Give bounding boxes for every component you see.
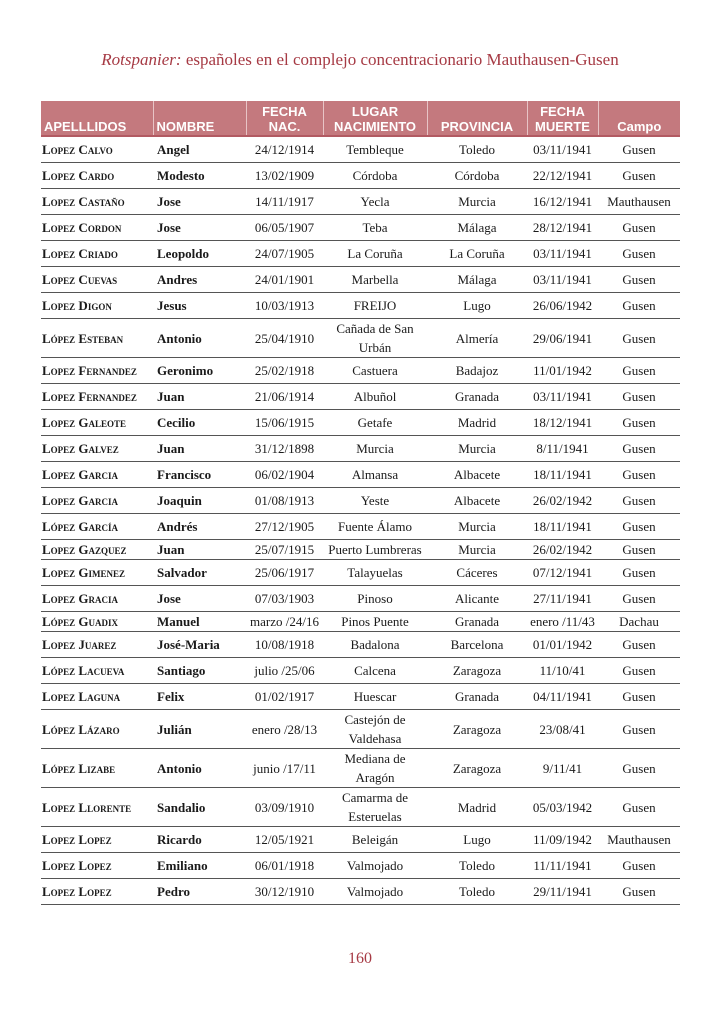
- birthplace-cell: Albuñol: [323, 384, 427, 410]
- first-name-cell: Julián: [153, 710, 246, 749]
- camp-cell: Gusen: [598, 879, 680, 905]
- birth-date-cell: 21/06/1914: [246, 384, 323, 410]
- table-body: [41, 136, 680, 905]
- province-cell: Murcia: [427, 436, 527, 462]
- surname-cell: Lopez Gracia: [41, 586, 153, 612]
- table-row: [41, 163, 680, 189]
- first-name-cell: Juan: [153, 436, 246, 462]
- table-row: [41, 267, 680, 293]
- header-lugar-nacimiento: LUGAR NACIMIENTO: [323, 101, 427, 136]
- table-header-row: [41, 101, 680, 136]
- death-date-cell: 03/11/1941: [527, 136, 598, 163]
- surname-cell: Lopez Gazquez: [41, 540, 153, 560]
- province-cell: Murcia: [427, 189, 527, 215]
- table-row: [41, 319, 680, 358]
- first-name-cell: Joaquin: [153, 488, 246, 514]
- birth-date-cell: 07/03/1903: [246, 586, 323, 612]
- birthplace-cell: Murcia: [323, 436, 427, 462]
- first-name-cell: Jose: [153, 189, 246, 215]
- province-cell: Barcelona: [427, 632, 527, 658]
- birth-date-cell: 14/11/1917: [246, 189, 323, 215]
- header-campo: Campo: [598, 101, 680, 136]
- camp-cell: Gusen: [598, 710, 680, 749]
- province-cell: Lugo: [427, 827, 527, 853]
- province-cell: Murcia: [427, 540, 527, 560]
- birthplace-cell: Puerto Lumbreras: [323, 540, 427, 560]
- table-row: [41, 710, 680, 749]
- province-cell: La Coruña: [427, 241, 527, 267]
- first-name-cell: Sandalio: [153, 788, 246, 827]
- table-row: [41, 540, 680, 560]
- death-date-cell: 18/11/1941: [527, 514, 598, 540]
- birthplace-cell: Talayuelas: [323, 560, 427, 586]
- surname-cell: Lopez Lopez: [41, 853, 153, 879]
- first-name-cell: Angel: [153, 136, 246, 163]
- camp-cell: Gusen: [598, 267, 680, 293]
- province-cell: Granada: [427, 684, 527, 710]
- table-row: [41, 136, 680, 163]
- surname-cell: Lopez Fernandez: [41, 384, 153, 410]
- table-row: [41, 293, 680, 319]
- first-name-cell: Manuel: [153, 612, 246, 632]
- birth-date-cell: 25/04/1910: [246, 319, 323, 358]
- first-name-cell: Antonio: [153, 749, 246, 788]
- death-date-cell: 23/08/41: [527, 710, 598, 749]
- birthplace-cell: La Coruña: [323, 241, 427, 267]
- camp-cell: Gusen: [598, 632, 680, 658]
- first-name-cell: Andres: [153, 267, 246, 293]
- camp-cell: Gusen: [598, 293, 680, 319]
- province-cell: Madrid: [427, 788, 527, 827]
- birthplace-cell: Badalona: [323, 632, 427, 658]
- page-number: 160: [348, 950, 372, 967]
- death-date-cell: 29/11/1941: [527, 879, 598, 905]
- birthplace-cell: Pinoso: [323, 586, 427, 612]
- table-row: [41, 658, 680, 684]
- death-date-cell: 28/12/1941: [527, 215, 598, 241]
- birthplace-cell: Cañada de San Urbán: [323, 319, 427, 358]
- birth-date-cell: 27/12/1905: [246, 514, 323, 540]
- table-row: [41, 853, 680, 879]
- camp-cell: Mauthausen: [598, 189, 680, 215]
- table-row: [41, 827, 680, 853]
- province-cell: Alicante: [427, 586, 527, 612]
- camp-cell: Gusen: [598, 215, 680, 241]
- birth-date-cell: marzo /24/16: [246, 612, 323, 632]
- camp-cell: Dachau: [598, 612, 680, 632]
- table-row: [41, 436, 680, 462]
- province-cell: Madrid: [427, 410, 527, 436]
- province-cell: Albacete: [427, 488, 527, 514]
- death-date-cell: 18/12/1941: [527, 410, 598, 436]
- camp-cell: Gusen: [598, 788, 680, 827]
- surname-cell: López Lacueva: [41, 658, 153, 684]
- death-date-cell: 01/01/1942: [527, 632, 598, 658]
- camp-cell: Gusen: [598, 436, 680, 462]
- death-date-cell: 29/06/1941: [527, 319, 598, 358]
- province-cell: Zaragoza: [427, 658, 527, 684]
- first-name-cell: Pedro: [153, 879, 246, 905]
- province-cell: Toledo: [427, 879, 527, 905]
- surname-cell: Lopez Cardo: [41, 163, 153, 189]
- first-name-cell: Geronimo: [153, 358, 246, 384]
- province-cell: Toledo: [427, 853, 527, 879]
- first-name-cell: Felix: [153, 684, 246, 710]
- province-cell: Córdoba: [427, 163, 527, 189]
- first-name-cell: Santiago: [153, 658, 246, 684]
- table-row: [41, 586, 680, 612]
- birthplace-cell: Marbella: [323, 267, 427, 293]
- birthplace-cell: Calcena: [323, 658, 427, 684]
- birth-date-cell: 03/09/1910: [246, 788, 323, 827]
- camp-cell: Gusen: [598, 163, 680, 189]
- province-cell: Zaragoza: [427, 749, 527, 788]
- birth-date-cell: 01/02/1917: [246, 684, 323, 710]
- surname-cell: Lopez Cuevas: [41, 267, 153, 293]
- camp-cell: Gusen: [598, 358, 680, 384]
- birth-date-cell: 06/01/1918: [246, 853, 323, 879]
- first-name-cell: Jose: [153, 586, 246, 612]
- table-row: [41, 384, 680, 410]
- first-name-cell: Juan: [153, 540, 246, 560]
- camp-cell: Gusen: [598, 586, 680, 612]
- camp-cell: Gusen: [598, 241, 680, 267]
- first-name-cell: Modesto: [153, 163, 246, 189]
- first-name-cell: José-Maria: [153, 632, 246, 658]
- camp-cell: Gusen: [598, 560, 680, 586]
- death-date-cell: 03/11/1941: [527, 267, 598, 293]
- death-date-cell: 11/11/1941: [527, 853, 598, 879]
- birth-date-cell: 24/01/1901: [246, 267, 323, 293]
- camp-cell: Gusen: [598, 658, 680, 684]
- birth-date-cell: 10/08/1918: [246, 632, 323, 658]
- death-date-cell: 03/11/1941: [527, 241, 598, 267]
- table-row: [41, 514, 680, 540]
- surname-cell: Lopez Lopez: [41, 879, 153, 905]
- header-nombre: NOMBRE: [153, 101, 246, 136]
- birthplace-cell: Castuera: [323, 358, 427, 384]
- running-head-rest: españoles en el complejo concentracionario Mauthausen-Gusen: [181, 50, 619, 69]
- table-row: [41, 462, 680, 488]
- first-name-cell: Salvador: [153, 560, 246, 586]
- birth-date-cell: 30/12/1910: [246, 879, 323, 905]
- birthplace-cell: Yecla: [323, 189, 427, 215]
- death-date-cell: 27/11/1941: [527, 586, 598, 612]
- surname-cell: Lopez Criado: [41, 241, 153, 267]
- first-name-cell: Jose: [153, 215, 246, 241]
- camp-cell: Gusen: [598, 319, 680, 358]
- birthplace-cell: Córdoba: [323, 163, 427, 189]
- header-provincia: PROVINCIA: [427, 101, 527, 136]
- birth-date-cell: 06/02/1904: [246, 462, 323, 488]
- surname-cell: Lopez Cordon: [41, 215, 153, 241]
- surname-cell: López Esteban: [41, 319, 153, 358]
- death-date-cell: enero /11/43: [527, 612, 598, 632]
- birthplace-cell: Fuente Álamo: [323, 514, 427, 540]
- surname-cell: Lopez Castaño: [41, 189, 153, 215]
- death-date-cell: 11/10/41: [527, 658, 598, 684]
- birthplace-cell: FREIJO: [323, 293, 427, 319]
- surname-cell: López Lizabe: [41, 749, 153, 788]
- camp-cell: Gusen: [598, 136, 680, 163]
- death-date-cell: 26/02/1942: [527, 488, 598, 514]
- table-row: [41, 488, 680, 514]
- province-cell: Badajoz: [427, 358, 527, 384]
- death-date-cell: 04/11/1941: [527, 684, 598, 710]
- running-head: [0, 50, 720, 70]
- province-cell: Lugo: [427, 293, 527, 319]
- camp-cell: Gusen: [598, 540, 680, 560]
- province-cell: Málaga: [427, 267, 527, 293]
- surname-cell: Lopez Llorente: [41, 788, 153, 827]
- birth-date-cell: 24/12/1914: [246, 136, 323, 163]
- death-date-cell: 05/03/1942: [527, 788, 598, 827]
- birth-date-cell: enero /28/13: [246, 710, 323, 749]
- camp-cell: Gusen: [598, 514, 680, 540]
- birth-date-cell: 13/02/1909: [246, 163, 323, 189]
- first-name-cell: Ricardo: [153, 827, 246, 853]
- birth-date-cell: 01/08/1913: [246, 488, 323, 514]
- birthplace-cell: Pinos Puente: [323, 612, 427, 632]
- province-cell: Cáceres: [427, 560, 527, 586]
- birth-date-cell: julio /25/06: [246, 658, 323, 684]
- death-date-cell: 8/11/1941: [527, 436, 598, 462]
- camp-cell: Gusen: [598, 749, 680, 788]
- birthplace-cell: Yeste: [323, 488, 427, 514]
- province-cell: Málaga: [427, 215, 527, 241]
- first-name-cell: Andrés: [153, 514, 246, 540]
- deportee-table: [41, 101, 680, 905]
- birthplace-cell: Huescar: [323, 684, 427, 710]
- province-cell: Albacete: [427, 462, 527, 488]
- birth-date-cell: 25/02/1918: [246, 358, 323, 384]
- table-row: [41, 560, 680, 586]
- table-row: [41, 749, 680, 788]
- death-date-cell: 9/11/41: [527, 749, 598, 788]
- surname-cell: Lopez Lopez: [41, 827, 153, 853]
- surname-cell: López García: [41, 514, 153, 540]
- death-date-cell: 03/11/1941: [527, 384, 598, 410]
- province-cell: Granada: [427, 612, 527, 632]
- birth-date-cell: 12/05/1921: [246, 827, 323, 853]
- province-cell: Murcia: [427, 514, 527, 540]
- birthplace-cell: Tembleque: [323, 136, 427, 163]
- first-name-cell: Juan: [153, 384, 246, 410]
- surname-cell: Lopez Calvo: [41, 136, 153, 163]
- birthplace-cell: Castejón de Valdehasa: [323, 710, 427, 749]
- camp-cell: Gusen: [598, 488, 680, 514]
- table-row: [41, 612, 680, 632]
- table-row: [41, 788, 680, 827]
- table-row: [41, 215, 680, 241]
- surname-cell: Lopez Laguna: [41, 684, 153, 710]
- camp-cell: Mauthausen: [598, 827, 680, 853]
- first-name-cell: Cecilio: [153, 410, 246, 436]
- running-head-italic: Rotspanier:: [101, 50, 182, 69]
- first-name-cell: Jesus: [153, 293, 246, 319]
- birthplace-cell: Valmojado: [323, 853, 427, 879]
- birthplace-cell: Valmojado: [323, 879, 427, 905]
- header-fecha-muerte: FECHA MUERTE: [527, 101, 598, 136]
- province-cell: Toledo: [427, 136, 527, 163]
- birthplace-cell: Getafe: [323, 410, 427, 436]
- birthplace-cell: Camarma de Esteruelas: [323, 788, 427, 827]
- birth-date-cell: junio /17/11: [246, 749, 323, 788]
- first-name-cell: Leopoldo: [153, 241, 246, 267]
- surname-cell: Lopez Fernandez: [41, 358, 153, 384]
- first-name-cell: Emiliano: [153, 853, 246, 879]
- death-date-cell: 11/09/1942: [527, 827, 598, 853]
- birthplace-cell: Almansa: [323, 462, 427, 488]
- province-cell: Zaragoza: [427, 710, 527, 749]
- birthplace-cell: Beleigán: [323, 827, 427, 853]
- first-name-cell: Antonio: [153, 319, 246, 358]
- death-date-cell: 22/12/1941: [527, 163, 598, 189]
- death-date-cell: 18/11/1941: [527, 462, 598, 488]
- birth-date-cell: 15/06/1915: [246, 410, 323, 436]
- death-date-cell: 11/01/1942: [527, 358, 598, 384]
- death-date-cell: 16/12/1941: [527, 189, 598, 215]
- birthplace-cell: Mediana de Aragón: [323, 749, 427, 788]
- surname-cell: Lopez Galeote: [41, 410, 153, 436]
- surname-cell: Lopez Digon: [41, 293, 153, 319]
- birth-date-cell: 10/03/1913: [246, 293, 323, 319]
- surname-cell: Lopez Garcia: [41, 462, 153, 488]
- surname-cell: Lopez Garcia: [41, 488, 153, 514]
- table-row: [41, 684, 680, 710]
- first-name-cell: Francisco: [153, 462, 246, 488]
- camp-cell: Gusen: [598, 384, 680, 410]
- camp-cell: Gusen: [598, 853, 680, 879]
- death-date-cell: 26/06/1942: [527, 293, 598, 319]
- table-row: [41, 632, 680, 658]
- surname-cell: Lopez Juarez: [41, 632, 153, 658]
- table-row: [41, 410, 680, 436]
- camp-cell: Gusen: [598, 462, 680, 488]
- birth-date-cell: 25/07/1915: [246, 540, 323, 560]
- death-date-cell: 07/12/1941: [527, 560, 598, 586]
- surname-cell: López Lázaro: [41, 710, 153, 749]
- surname-cell: López Guadix: [41, 612, 153, 632]
- birth-date-cell: 06/05/1907: [246, 215, 323, 241]
- birth-date-cell: 24/07/1905: [246, 241, 323, 267]
- province-cell: Granada: [427, 384, 527, 410]
- province-cell: Almería: [427, 319, 527, 358]
- header-apellidos: APELLLIDOS: [41, 101, 153, 136]
- birth-date-cell: 25/06/1917: [246, 560, 323, 586]
- birth-date-cell: 31/12/1898: [246, 436, 323, 462]
- death-date-cell: 26/02/1942: [527, 540, 598, 560]
- surname-cell: Lopez Gimenez: [41, 560, 153, 586]
- table-row: [41, 189, 680, 215]
- table-row: [41, 879, 680, 905]
- table-row: [41, 358, 680, 384]
- camp-cell: Gusen: [598, 684, 680, 710]
- table-row: [41, 241, 680, 267]
- birthplace-cell: Teba: [323, 215, 427, 241]
- camp-cell: Gusen: [598, 410, 680, 436]
- surname-cell: Lopez Galvez: [41, 436, 153, 462]
- header-fecha-nac: FECHA NAC.: [246, 101, 323, 136]
